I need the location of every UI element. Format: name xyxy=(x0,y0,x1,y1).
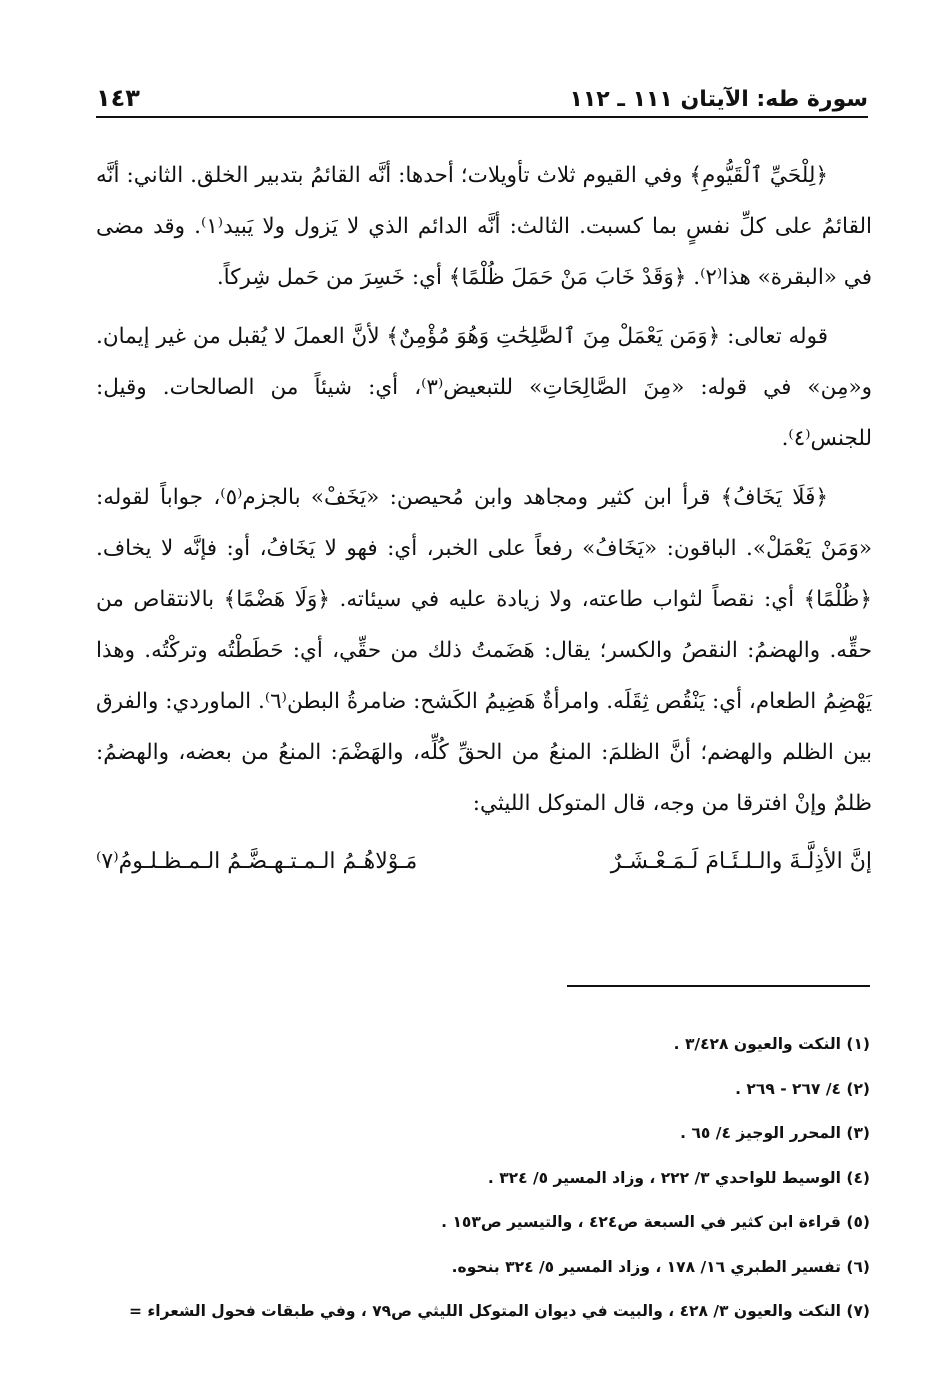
paragraph-2: قوله تعالى: ﴿وَمَن يَعْمَلْ مِنَ ٱلصَّٰلِحَٰتِ وَهُوَ مُؤْمِنٌ﴾ لأنَّ العملَ لا يُقبل من غير إيمان. و«مِن» في قوله: «مِنَ الصَّالِحَاتِ» للتبعيض⁽٣⁾، أي: شيئاً من الصالحات. وقيل: للجنس⁽٤⁾. xyxy=(96,324,872,451)
footnote-separator xyxy=(567,985,870,987)
footnote-3: (٣) المحرر الوجيز ٤/ ٦٥ . xyxy=(680,1124,870,1142)
footnote-1: (١) النكت والعيون ٣/٤٢٨ . xyxy=(673,1035,870,1053)
footnote-7: (٧) النكت والعيون ٣/ ٤٢٨ ، والبيت في ديوان المتوكل الليثي ص٧٩ ، وفي طبقات فحول الشعراء = xyxy=(128,1302,870,1320)
footnote-6: (٦) تفسير الطبري ١٦/ ١٧٨ ، وزاد المسير ٥/ ٣٢٤ بنحوه. xyxy=(451,1257,870,1276)
paragraph-3: ﴿فَلَا يَخَافُ﴾ قرأ ابن كثير ومجاهد وابن مُحيصن: «يَخَفْ» بالجزم⁽٥⁾، جواباً لقوله: «وَمَنْ يَعْمَلْ». الباقون: «يَخَافُ» رفعاً على الخبر، أي: فهو لا يَخَافُ، أو: فإنَّه لا يخاف. ﴿ظُلْمًا﴾ أي: نقصاً لثواب طاعته، ولا زيادة عليه في سيئاته. ﴿وَلَا هَضْمًا﴾ بالانتقاص من حقِّه. والهضمُ: النقصُ والكسر؛ يقال: هَضَمتُ ذلك من حقِّي، أي: حَطَطْتُه وتركْتُه. وهذا يَهْضِمُ الطعام، أي: يَنْقُص ثِقَلَه. وامرأةٌ هَضِيمُ الكَشح: ضامرةُ البطن⁽٦⁾. الماوردي: والفرق بين الظلم والهضم؛ أنَّ الظلمَ: المنعُ من الحقِّ كُلِّه، والهَضْمَ: المنعُ من بعضه، والهضمُ: ظلمٌ وإنْ افترقا من وجه، قال المتوكل الليثي: xyxy=(96,485,872,816)
page-header xyxy=(96,68,868,112)
running-title: سورة طه: الآيتان ١١١ ـ ١١٢ xyxy=(569,87,868,112)
verse-second-hemistich: مَـوْلاهُـمُ الـمـتـهـضَّـمُ الـمـظـلـومُ⁽٧⁾ xyxy=(96,849,418,874)
footnotes xyxy=(80,1022,870,1334)
footnote-2: (٢) ٤/ ٢٦٧ - ٢٦٩ . xyxy=(735,1079,870,1098)
main-text xyxy=(96,150,872,887)
page-number: ١٤٣ xyxy=(96,84,140,112)
header-rule xyxy=(96,116,868,118)
paragraph-1: ﴿لِلْحَيِّ ٱلْقَيُّومِ﴾ وفي القيوم ثلاث تأويلات؛ أحدها: أنَّه القائمُ بتدبير الخلق. الثاني: أنَّه القائمُ على كلِّ نفسٍ بما كسبت. الثالث: أنَّه الدائم الذي لا يَزول ولا يَبيد⁽١⁾. وقد مضى في «البقرة» هذا⁽٢⁾. ﴿وَقَدْ خَابَ مَنْ حَمَلَ ظُلْمًا﴾ أي: خَسِرَ من حَمل شِركاً. xyxy=(96,163,872,290)
footnote-5: (٥) قراءة ابن كثير في السبعة ص٤٢٤ ، والتيسير ص١٥٣ . xyxy=(441,1213,870,1231)
verse-first-hemistich: إنَّ الأذِلَّـةَ والـلـئَـامَ لَـمَـعْـشَـرٌ xyxy=(610,849,872,874)
footnote-4: (٤) الوسيط للواحدي ٣/ ٢٢٢ ، وزاد المسير ٥/ ٣٢٤ . xyxy=(487,1168,870,1187)
poetry-verse xyxy=(96,837,872,887)
